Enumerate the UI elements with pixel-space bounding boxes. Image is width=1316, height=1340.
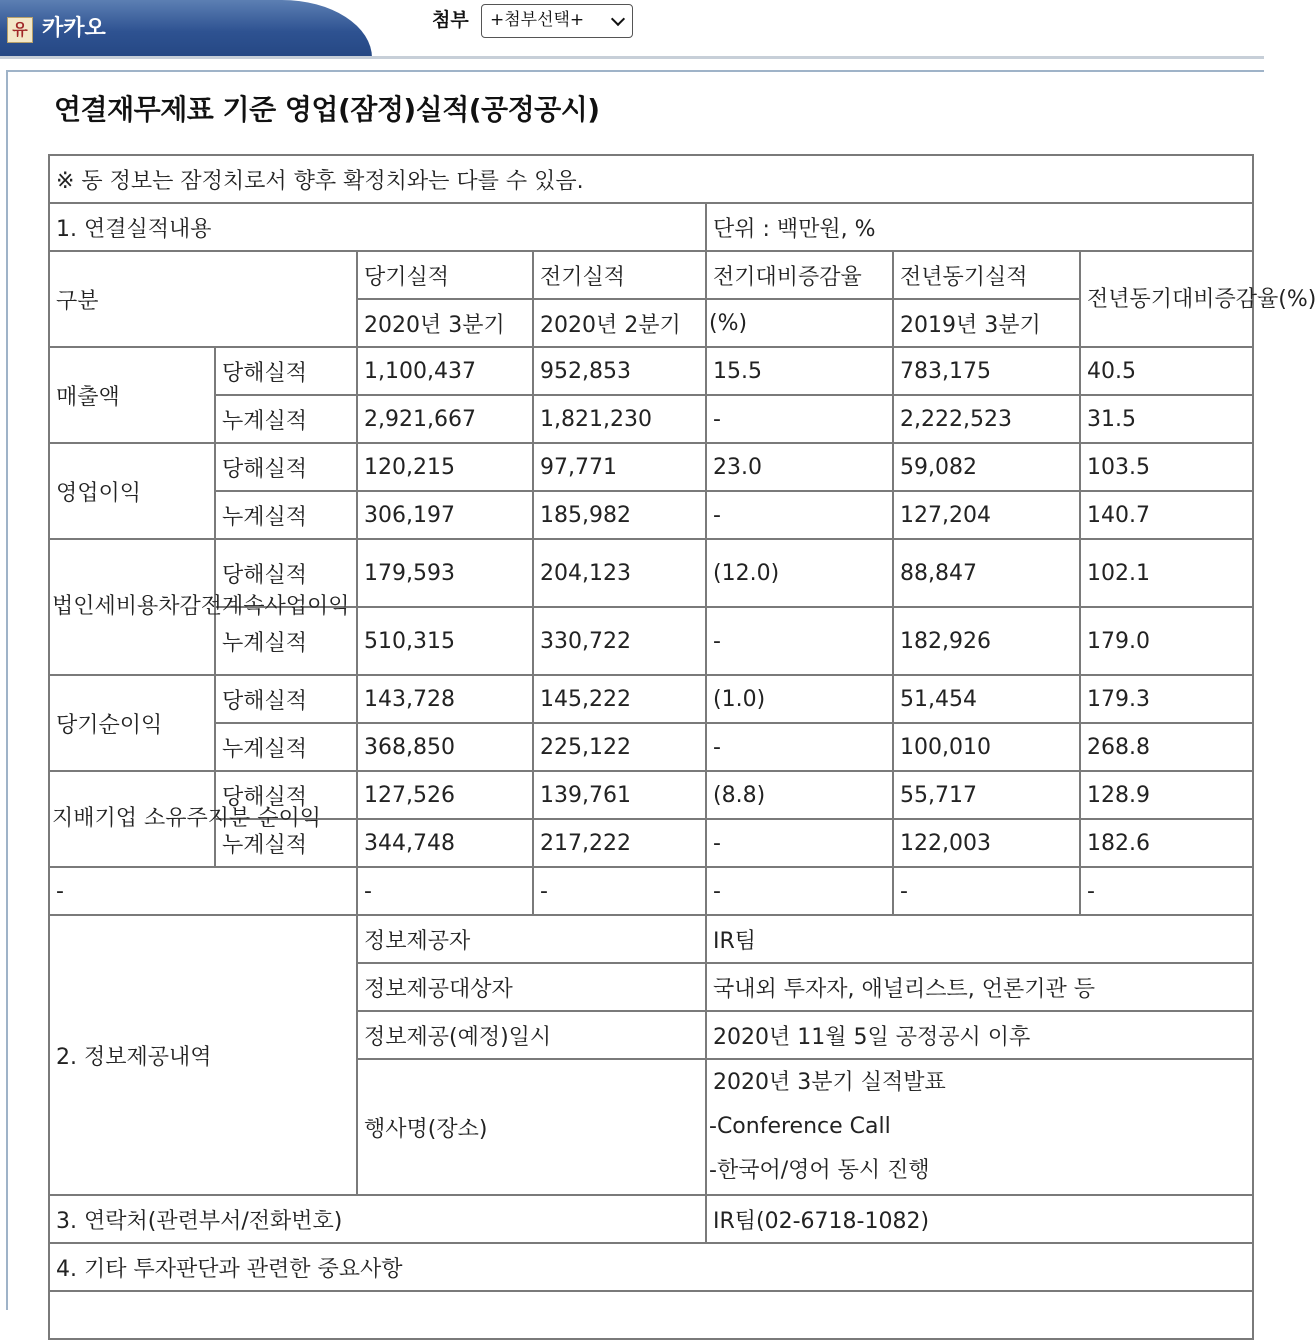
company-tab	[0, 0, 372, 58]
info-value: 국내외 투자자, 애널리스트, 언론기관 등	[706, 963, 1253, 1011]
cell-previous: 217,222	[533, 819, 706, 867]
section1-row	[49, 203, 1253, 251]
period-type: 당해실적	[215, 675, 357, 723]
info-value: IR팀	[706, 915, 1253, 963]
current-period: 2020년 3분기	[357, 299, 533, 347]
attach-select-value: +첨부선택+	[490, 10, 585, 30]
table-row	[49, 723, 1253, 771]
header-row-1	[49, 251, 1253, 299]
other-row	[49, 1243, 1253, 1291]
cell-yoy-prev: 2,222,523	[893, 395, 1080, 443]
notice-text: ※ 동 정보는 잠정치로서 향후 확정치와는 다를 수 있음.	[49, 155, 1253, 203]
item-controlling-net-income: 지배기업 소유주지분 순이익	[49, 771, 215, 867]
section3-label: 3. 연락처(관련부서/전화번호)	[49, 1195, 706, 1243]
cell-qoq: 23.0	[706, 443, 893, 491]
cell-current: 120,215	[357, 443, 533, 491]
info-label: 정보제공대상자	[357, 963, 706, 1011]
current-header: 당기실적	[357, 251, 533, 299]
cell-previous: 952,853	[533, 347, 706, 395]
event-line: -한국어/영어 동시 진행	[709, 1158, 930, 1183]
cell-yoy-prev: 122,003	[893, 819, 1080, 867]
cell-current: 510,315	[357, 607, 533, 675]
document-title: 연결재무제표 기준 영업(잠정)실적(공정공시)	[54, 93, 600, 126]
table-row	[49, 491, 1253, 539]
cell-yoy-prev: 59,082	[893, 443, 1080, 491]
table-row	[49, 771, 1253, 819]
cell-yoy-prev: 88,847	[893, 539, 1080, 607]
cell-previous: 225,122	[533, 723, 706, 771]
cell-qoq: -	[706, 491, 893, 539]
yoy-prev-header: 전년동기실적	[893, 251, 1080, 299]
empty-row	[49, 867, 1253, 915]
item-net-income: 당기순이익	[49, 675, 215, 771]
cell-empty: -	[893, 867, 1080, 915]
info-label: 정보제공자	[357, 915, 706, 963]
cell-current: 179,593	[357, 539, 533, 607]
cell-yoy: 179.0	[1080, 607, 1253, 675]
cell-qoq: -	[706, 819, 893, 867]
qoq-header: 전기대비증감율	[706, 251, 893, 299]
cell-yoy-prev: 127,204	[893, 491, 1080, 539]
header-divider	[0, 56, 1264, 59]
cell-yoy: 140.7	[1080, 491, 1253, 539]
cell-previous: 330,722	[533, 607, 706, 675]
table-row	[49, 347, 1253, 395]
previous-header: 전기실적	[533, 251, 706, 299]
top-bar	[0, 0, 1264, 70]
cell-empty: -	[357, 867, 533, 915]
contact-value: IR팀(02-6718-1082)	[706, 1195, 1253, 1243]
cell-previous: 139,761	[533, 771, 706, 819]
cell-previous: 1,821,230	[533, 395, 706, 443]
cell-current: 344,748	[357, 819, 533, 867]
chevron-down-icon	[611, 12, 625, 26]
unit-label: 단위 : 백만원, %	[706, 203, 1253, 251]
period-type: 누계실적	[215, 819, 357, 867]
event-label: 행사명(장소)	[357, 1059, 706, 1195]
section4-label: 4. 기타 투자판단과 관련한 중요사항	[49, 1243, 1253, 1291]
attach-select[interactable]	[481, 4, 633, 38]
cell-qoq: 15.5	[706, 347, 893, 395]
cell-qoq: -	[706, 607, 893, 675]
cell-current: 143,728	[357, 675, 533, 723]
cell-empty: -	[49, 867, 357, 915]
cell-yoy: 103.5	[1080, 443, 1253, 491]
table-row	[49, 539, 1253, 607]
attach-label: 첨부	[432, 9, 469, 31]
period-type: 당해실적	[215, 443, 357, 491]
cell-qoq: (1.0)	[706, 675, 893, 723]
cell-current: 2,921,667	[357, 395, 533, 443]
period-type: 당해실적	[215, 539, 357, 607]
other-content-row	[49, 1291, 1253, 1339]
item-revenue: 매출액	[49, 347, 215, 443]
period-type: 누계실적	[215, 723, 357, 771]
cell-yoy: 31.5	[1080, 395, 1253, 443]
cell-current: 127,526	[357, 771, 533, 819]
contact-row	[49, 1195, 1253, 1243]
info-label: 정보제공(예정)일시	[357, 1011, 706, 1059]
info-row	[49, 915, 1253, 963]
notice-row	[49, 155, 1253, 203]
qoq-unit: (%)	[706, 299, 893, 347]
info-value: 2020년 11월 5일 공정공시 이후	[706, 1011, 1253, 1059]
cell-yoy: 182.6	[1080, 819, 1253, 867]
yoy-header: 전년동기대비증감율(%)	[1080, 251, 1253, 347]
cell-yoy-prev: 55,717	[893, 771, 1080, 819]
period-type: 누계실적	[215, 395, 357, 443]
table-row	[49, 675, 1253, 723]
cell-empty: -	[1080, 867, 1253, 915]
section1-label: 1. 연결실적내용	[49, 203, 706, 251]
yoy-period: 2019년 3분기	[893, 299, 1080, 347]
cell-current: 306,197	[357, 491, 533, 539]
cell-previous: 97,771	[533, 443, 706, 491]
market-badge-icon: 유	[7, 17, 33, 43]
period-type: 누계실적	[215, 491, 357, 539]
period-type: 당해실적	[215, 771, 357, 819]
cell-yoy-prev: 100,010	[893, 723, 1080, 771]
cell-empty: -	[533, 867, 706, 915]
section4-content	[49, 1291, 1253, 1339]
category-header: 구분	[49, 251, 357, 347]
period-type: 누계실적	[215, 607, 357, 675]
cell-qoq: -	[706, 723, 893, 771]
cell-qoq: (12.0)	[706, 539, 893, 607]
cell-current: 1,100,437	[357, 347, 533, 395]
cell-previous: 204,123	[533, 539, 706, 607]
cell-empty: -	[706, 867, 893, 915]
item-operating-profit: 영업이익	[49, 443, 215, 539]
cell-yoy: 128.9	[1080, 771, 1253, 819]
item-pretax-income: 법인세비용차감전계속사업이익	[49, 539, 215, 675]
cell-yoy-prev: 783,175	[893, 347, 1080, 395]
disclosure-table	[48, 154, 1316, 1340]
cell-qoq: (8.8)	[706, 771, 893, 819]
event-line: 2020년 3분기 실적발표	[713, 1070, 946, 1095]
cell-yoy: 268.8	[1080, 723, 1253, 771]
cell-qoq: -	[706, 395, 893, 443]
event-value	[706, 1059, 1253, 1195]
section2-label: 2. 정보제공내역	[49, 915, 357, 1195]
cell-yoy-prev: 182,926	[893, 607, 1080, 675]
cell-previous: 145,222	[533, 675, 706, 723]
cell-yoy: 102.1	[1080, 539, 1253, 607]
period-type: 당해실적	[215, 347, 357, 395]
cell-yoy: 40.5	[1080, 347, 1253, 395]
cell-previous: 185,982	[533, 491, 706, 539]
cell-yoy: 179.3	[1080, 675, 1253, 723]
cell-yoy-prev: 51,454	[893, 675, 1080, 723]
company-name[interactable]: 카카오	[42, 16, 106, 41]
table-row	[49, 395, 1253, 443]
table-row	[49, 443, 1253, 491]
event-line: -Conference Call	[709, 1114, 891, 1139]
cell-current: 368,850	[357, 723, 533, 771]
previous-period: 2020년 2분기	[533, 299, 706, 347]
